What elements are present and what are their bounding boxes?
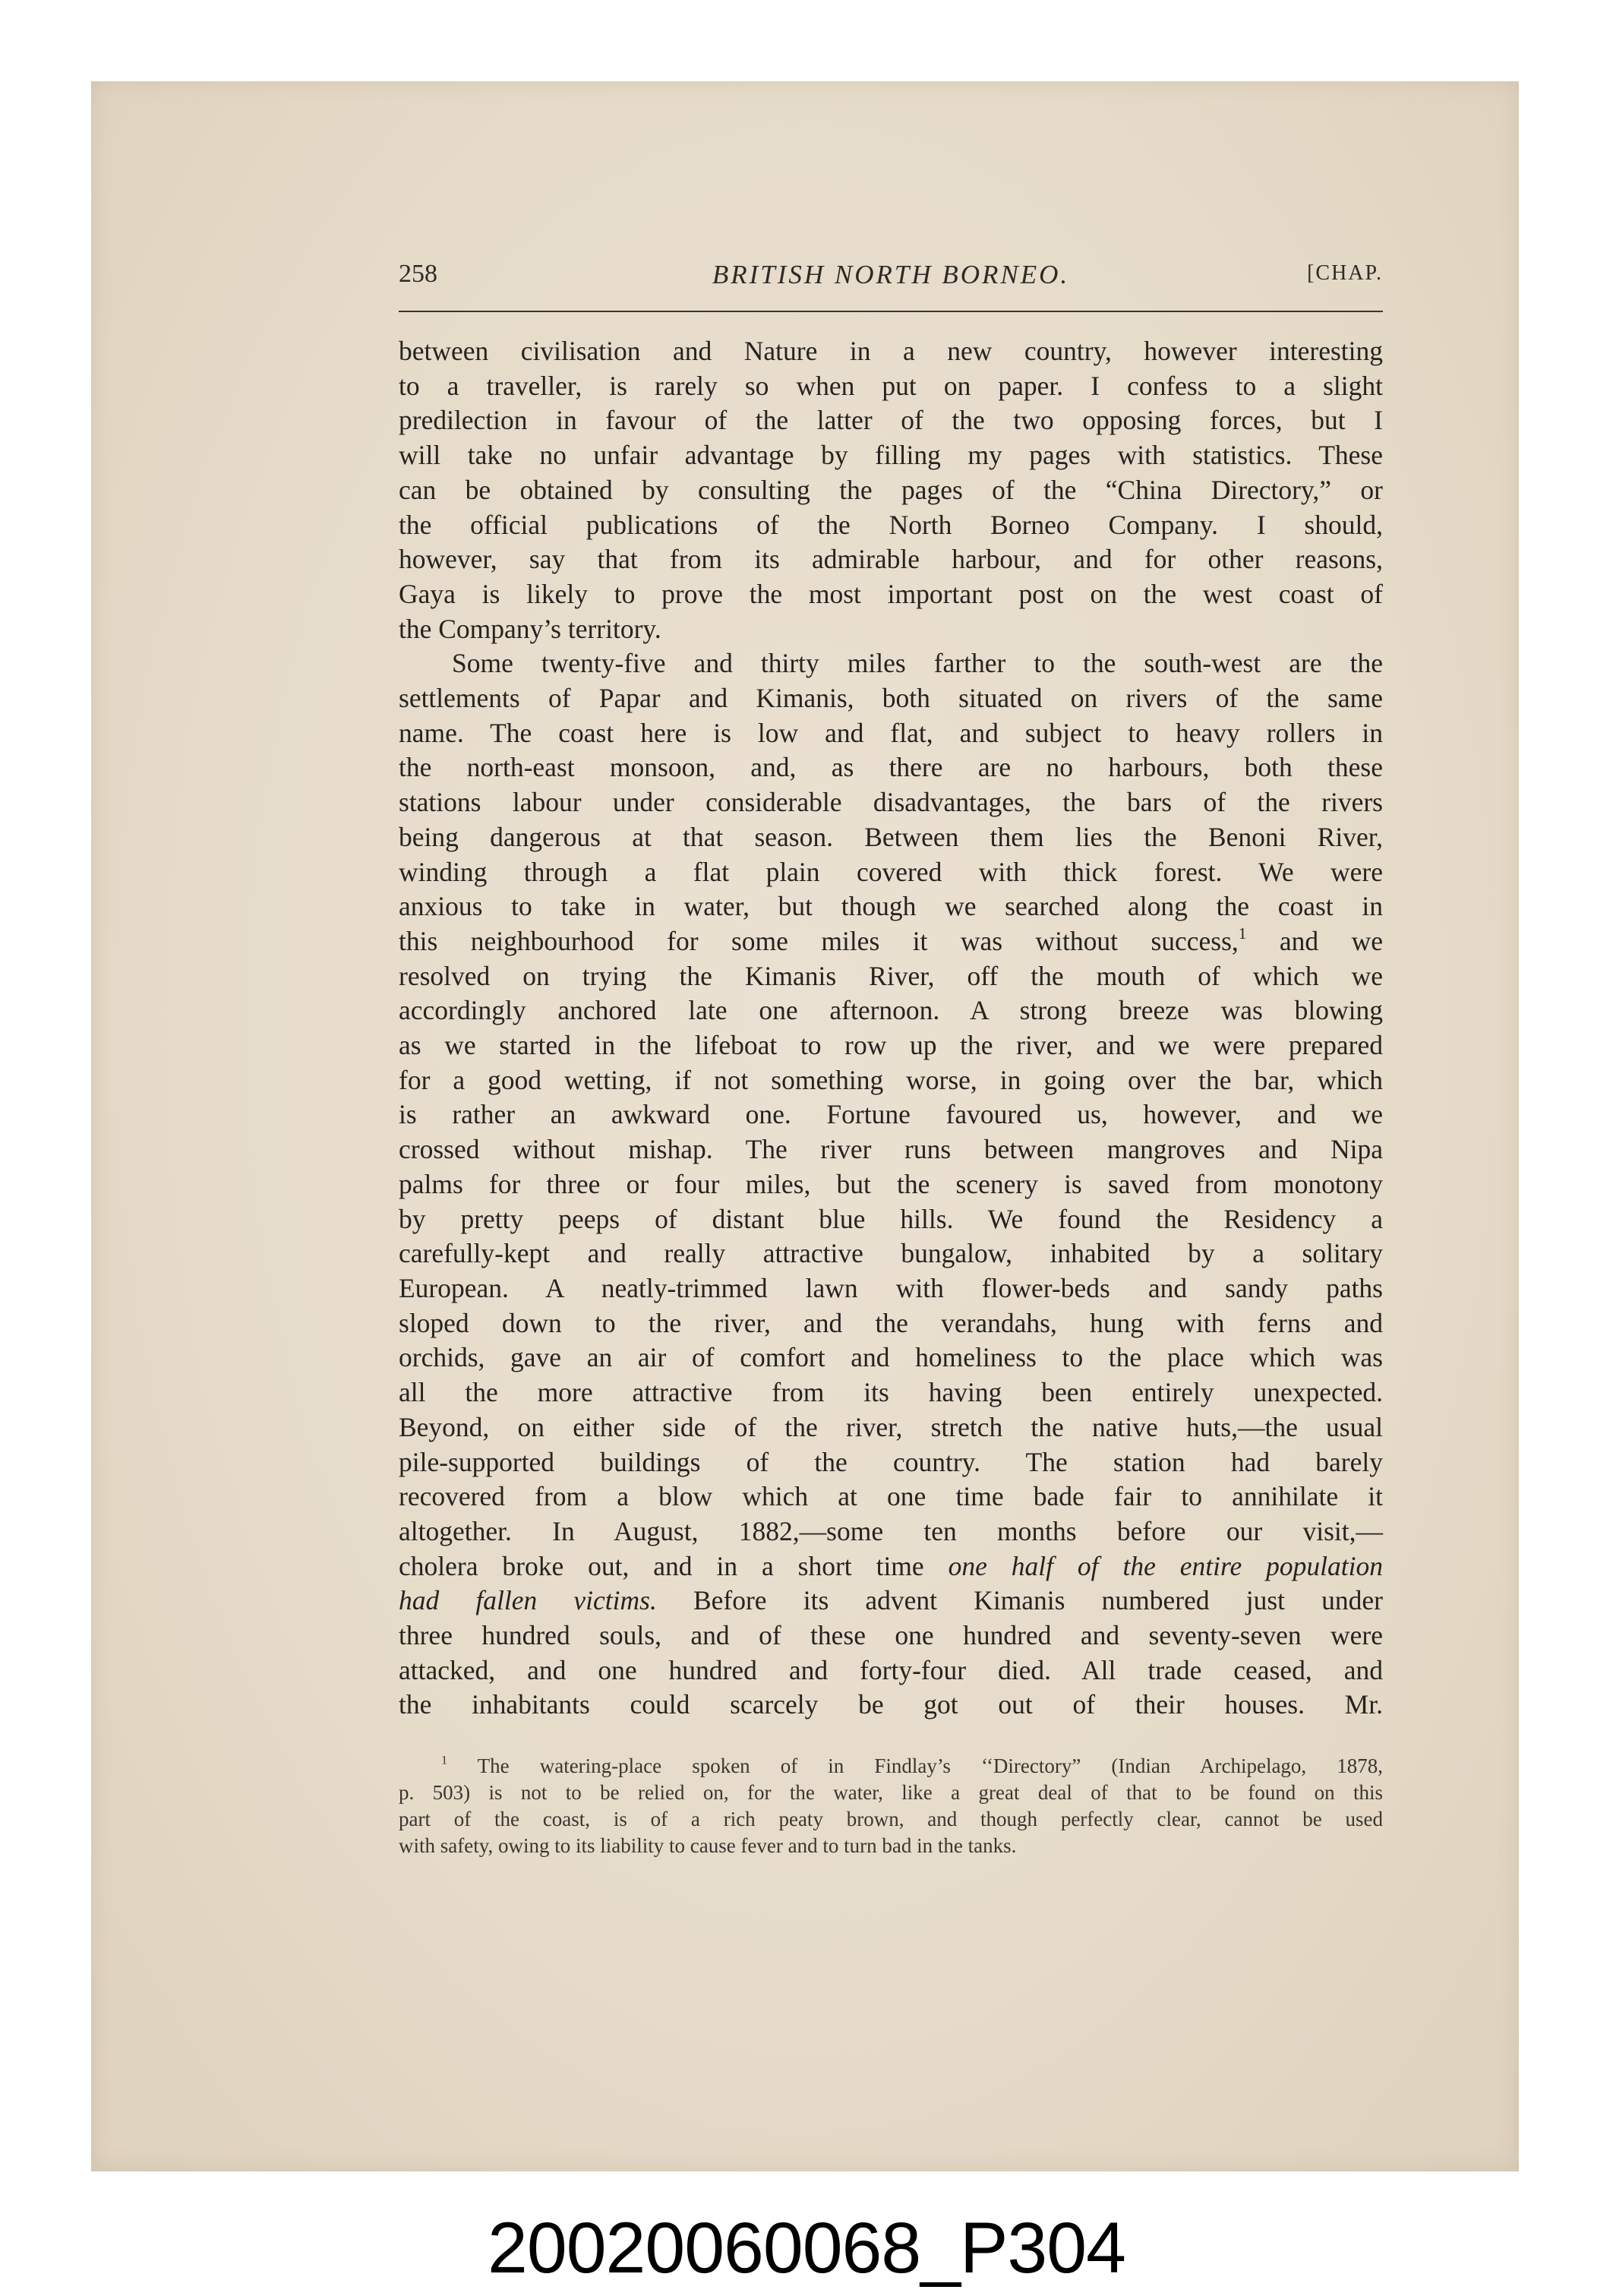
body-line: settlements of Papar and Kimanis, both situated on rivers of the same (399, 683, 1383, 714)
body-line: is rather an awkward one. Fortune favoured us, however, and we (399, 1099, 1383, 1130)
footnote-text: The watering-place spoken of in Findlay’s ‘‘Directory” (Indian Archipelago, 1878, (447, 1754, 1383, 1777)
body-line: palms for three or four miles, but the scenery is saved from monotony (399, 1168, 1383, 1199)
body-line: crossed without mishap. The river runs between mangroves and Nipa (399, 1134, 1383, 1165)
body-line: European. A neatly-trimmed lawn with flower-beds and sandy paths (399, 1272, 1383, 1303)
body-line: accordingly anchored late one afternoon. A strong breeze was blowing (399, 995, 1383, 1026)
body-line: can be obtained by consulting the pages of the “China Directory,” or (399, 474, 1383, 505)
body-line (399, 1549, 1383, 1584)
footnote-line: with safety, owing to its liability to cause fever and to turn bad in the tanks. (399, 1834, 1017, 1857)
body-line: pile-supported buildings of the country. The station had barely (399, 1446, 1383, 1477)
body-line: the north-east monsoon, and, as there are no harbours, both these (399, 752, 1383, 783)
body-line-text: cholera broke out, and in a short time (399, 1550, 924, 1581)
body-line: resolved on trying the Kimanis River, off the mouth of which we (399, 960, 1383, 991)
italic-emphasis: one half of the entire population (923, 1550, 1383, 1581)
body-line: to a traveller, is rarely so when put on paper. I confess to a slight (399, 370, 1383, 401)
body-line: Beyond, on either side of the river, stretch the native huts,—the usual (399, 1411, 1383, 1442)
body-line: anxious to take in water, but though we searched along the coast in (399, 891, 1383, 922)
body-line: predilection in favour of the latter of the two opposing forces, but I (399, 405, 1383, 436)
body-line: the official publications of the North Borneo Company. I should, (399, 509, 1383, 540)
footnote (399, 1753, 1383, 1859)
body-line: carefully-kept and really attractive bungalow, inhabited by a solitary (399, 1238, 1383, 1269)
body-line: attacked, and one hundred and forty-four died. All trade ceased, and (399, 1654, 1383, 1685)
footnote-marker: 1 (441, 1753, 448, 1767)
footnote-reference: 1 (1238, 924, 1247, 943)
body-line: being dangerous at that season. Between them lies the Benoni River, (399, 821, 1383, 852)
body-line: stations labour under considerable disadvantages, the bars of the rivers (399, 787, 1383, 818)
body-line: the inhabitants could scarcely be got out of their houses. Mr. (399, 1689, 1383, 1720)
italic-emphasis: had fallen victims. (399, 1585, 657, 1616)
scan-identifier-caption: 20020060068_P304 (488, 2208, 1125, 2288)
body-line-text: Before its advent Kimanis numbered just under (656, 1585, 1383, 1616)
body-line: winding through a flat plain covered with thick forest. We were (399, 856, 1383, 887)
body-text (399, 334, 1383, 1723)
body-line: altogether. In August, 1882,—some ten months before our visit,— (399, 1515, 1383, 1546)
body-line: between civilisation and Nature in a new country, however interesting (399, 336, 1383, 366)
body-line: however, say that from its admirable harbour, and for other reasons, (399, 544, 1383, 575)
body-line: the Company’s territory. (399, 613, 661, 644)
running-header (399, 260, 1383, 298)
body-line: three hundred souls, and of these one hundred and seventy-seven were (399, 1620, 1383, 1651)
body-line: for a good wetting, if not something worse, in going over the bar, which (399, 1064, 1383, 1095)
body-line: as we started in the lifeboat to row up the river, and we were prepared (399, 1030, 1383, 1061)
body-line: by pretty peeps of distant blue hills. We found the Residency a (399, 1203, 1383, 1234)
running-title: BRITISH NORTH BORNEO. (712, 260, 1070, 289)
body-line-text: this neighbourhood for some miles it was without success, (399, 925, 1239, 956)
footnote-line: p. 503) is not to be relied on, for the water, like a great deal of that to be found on this (399, 1781, 1383, 1804)
header-rule (399, 311, 1383, 312)
chapter-marker: [CHAP. (1307, 261, 1383, 285)
body-line: name. The coast here is low and flat, and subject to heavy rollers in (399, 717, 1383, 748)
page-number: 258 (399, 260, 437, 288)
body-line: recovered from a blow which at one time bade fair to annihilate it (399, 1481, 1383, 1512)
body-line: all the more attractive from its having been entirely unexpected. (399, 1377, 1383, 1408)
body-line: orchids, gave an air of comfort and homeliness to the place which was (399, 1342, 1383, 1373)
body-line: Some twenty-five and thirty miles farther to the south-west are the (452, 648, 1383, 679)
body-line-text: and we (1246, 925, 1383, 956)
body-line (399, 1584, 1383, 1619)
footnote-line (399, 1753, 1383, 1780)
footnote-line: part of the coast, is of a rich peaty brown, and though perfectly clear, cannot be used (399, 1808, 1383, 1830)
body-line: Gaya is likely to prove the most important post on the west coast of (399, 578, 1383, 609)
body-line: sloped down to the river, and the verandahs, hung with ferns and (399, 1307, 1383, 1338)
body-line: will take no unfair advantage by filling my pages with statistics. These (399, 440, 1383, 471)
body-line (399, 924, 1383, 959)
